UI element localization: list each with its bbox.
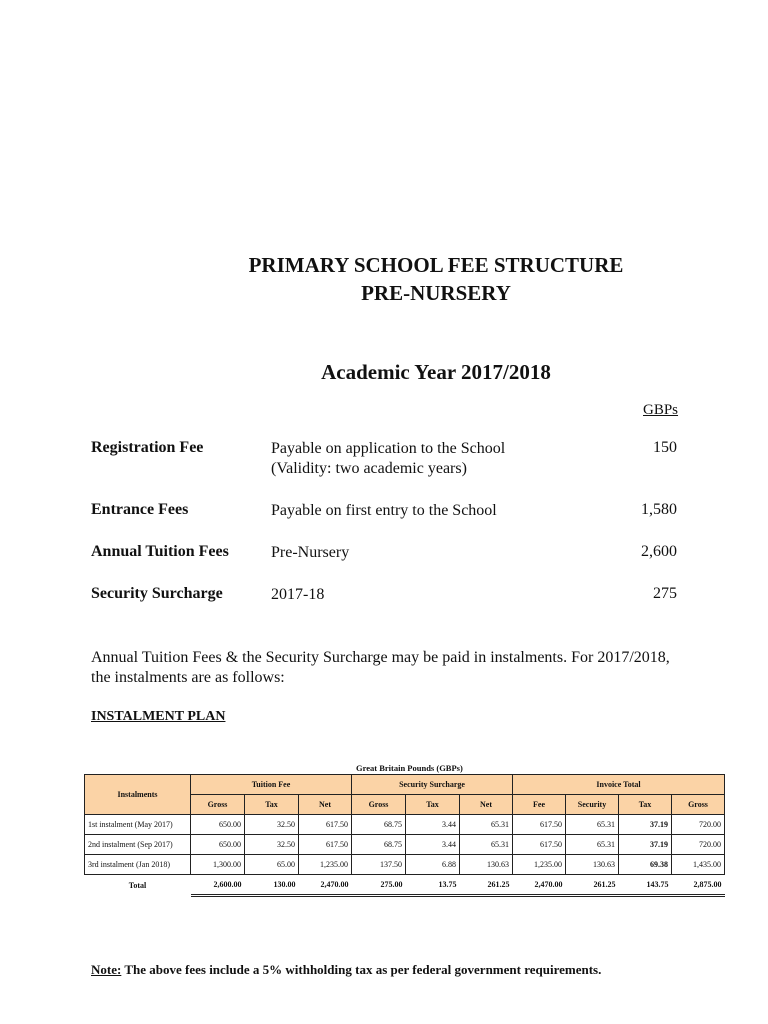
instalment-table <box>84 774 725 897</box>
cell: 65.31 <box>460 835 513 855</box>
subheader: Security <box>566 795 619 815</box>
page-title: PRIMARY SCHOOL FEE STRUCTURE <box>248 253 624 277</box>
total-row <box>85 875 725 896</box>
group-header: Tuition Fee <box>191 775 352 795</box>
total-cell: 143.75 <box>619 875 672 896</box>
cell: 1,235.00 <box>299 855 352 875</box>
note-text: The above fees include a 5% withholding tax as per federal government requirements. <box>121 962 602 977</box>
fee-amount: 275 <box>653 585 677 602</box>
fee-description: Payable on first entry to the School <box>271 502 497 519</box>
fee-amount: 1,580 <box>641 501 677 518</box>
cell: 720.00 <box>672 835 725 855</box>
cell: 137.50 <box>352 855 406 875</box>
currency-label: GBPs <box>643 402 679 418</box>
table-caption: Great Britain Pounds (GBPs) <box>356 763 463 773</box>
cell: 69.38 <box>619 855 672 875</box>
cell: 68.75 <box>352 835 406 855</box>
total-cell: 2,600.00 <box>191 875 245 896</box>
table-row <box>85 855 725 875</box>
total-cell: 130.00 <box>245 875 299 896</box>
fee-description: 2017-18 <box>271 586 325 603</box>
subheader: Gross <box>191 795 245 815</box>
cell: 617.50 <box>299 835 352 855</box>
table-row <box>85 815 725 835</box>
page-subtitle: PRE-NURSERY <box>361 281 511 305</box>
cell: 130.63 <box>460 855 513 875</box>
group-header: Invoice Total <box>513 775 725 795</box>
cell: 65.00 <box>245 855 299 875</box>
fee-amount: 2,600 <box>641 543 677 560</box>
cell: 65.31 <box>566 835 619 855</box>
subheader: Fee <box>513 795 566 815</box>
cell: 32.50 <box>245 835 299 855</box>
note-label: Note: <box>91 962 122 977</box>
subheader: Gross <box>352 795 406 815</box>
subheader: Net <box>460 795 513 815</box>
row-label: 2nd instalment (Sep 2017) <box>85 835 191 855</box>
instalments-header: Instalments <box>85 775 191 815</box>
instalment-plan-heading: INSTALMENT PLAN <box>91 709 226 724</box>
total-label: Total <box>128 880 147 890</box>
cell: 1,235.00 <box>513 855 566 875</box>
fee-label: Annual Tuition Fees <box>91 543 229 560</box>
fee-description: Payable on application to the School (Validity: two academic years) <box>271 440 506 477</box>
fee-label: Registration Fee <box>91 439 204 456</box>
fee-label: Entrance Fees <box>91 501 189 518</box>
cell: 6.88 <box>406 855 460 875</box>
note <box>91 962 601 978</box>
subheader: Tax <box>245 795 299 815</box>
cell: 1,435.00 <box>672 855 725 875</box>
fee-amount: 150 <box>653 439 677 456</box>
total-cell: 261.25 <box>460 875 513 896</box>
cell: 32.50 <box>245 815 299 835</box>
row-label: 3rd instalment (Jan 2018) <box>85 855 191 875</box>
cell: 650.00 <box>191 835 245 855</box>
total-cell: 2,470.00 <box>513 875 566 896</box>
subheader: Tax <box>619 795 672 815</box>
cell: 617.50 <box>513 815 566 835</box>
cell: 617.50 <box>513 835 566 855</box>
subheader: Gross <box>672 795 725 815</box>
cell: 3.44 <box>406 815 460 835</box>
cell: 68.75 <box>352 815 406 835</box>
cell: 65.31 <box>566 815 619 835</box>
group-header: Security Surcharge <box>352 775 513 795</box>
fee-label: Security Surcharge <box>91 585 223 602</box>
cell: 130.63 <box>566 855 619 875</box>
cell: 37.19 <box>619 835 672 855</box>
cell: 650.00 <box>191 815 245 835</box>
subheader: Tax <box>406 795 460 815</box>
cell: 37.19 <box>619 815 672 835</box>
total-cell: 261.25 <box>566 875 619 896</box>
total-cell: 275.00 <box>352 875 406 896</box>
fee-description: Pre-Nursery <box>271 544 350 561</box>
instalment-paragraph: Annual Tuition Fees & the Security Surcharge may be paid in instalments. For 2017/2018, the instalments are as follows: <box>91 649 670 686</box>
table-row <box>85 835 725 855</box>
total-cell: 2,875.00 <box>672 875 725 896</box>
row-label: 1st instalment (May 2017) <box>85 815 191 835</box>
cell: 65.31 <box>460 815 513 835</box>
subheader: Net <box>299 795 352 815</box>
total-cell: 13.75 <box>406 875 460 896</box>
cell: 3.44 <box>406 835 460 855</box>
cell: 1,300.00 <box>191 855 245 875</box>
cell: 720.00 <box>672 815 725 835</box>
cell: 617.50 <box>299 815 352 835</box>
academic-year: Academic Year 2017/2018 <box>321 360 551 384</box>
total-cell: 2,470.00 <box>299 875 352 896</box>
